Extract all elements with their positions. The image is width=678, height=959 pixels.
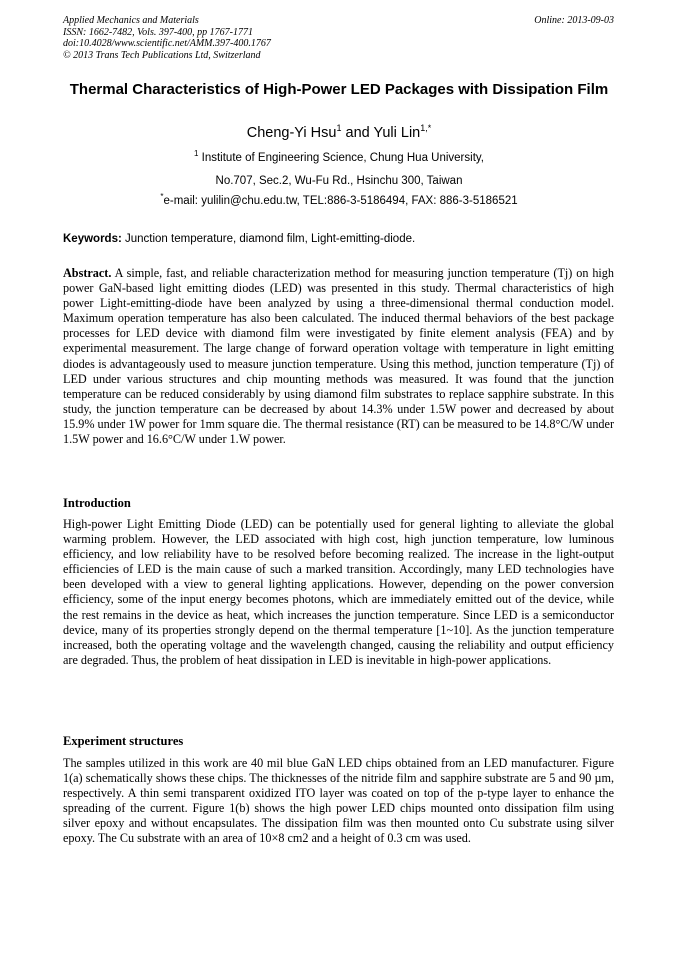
author-separator: and	[341, 125, 374, 141]
affiliation-mark: 1	[194, 149, 199, 158]
journal-header	[63, 15, 615, 61]
journal-name: Applied Mechanics and Materials	[63, 15, 199, 26]
introduction-text: High-power Light Emitting Diode (LED) can be potentially used for general lighting to alleviate the global warming problem. However, the LED associated with high cost, high junction temperature, low luminous efficiency, and low reliability have to be resolved before becoming realized. The increase in the light-output efficiencies of LED is the main cause of such a marked transition. Accordingly, many LED technologies have been developed with a view to general lighting applications. However, depending on the power conversion efficiency, some of the input energy becomes photons, which are immediately emitted out of the device, while the rest remains in the device as heat, which increases the junction temperature. Since LED is a semiconductor device, many of its properties strongly depend on the thermal temperature [1~10]. As the junction temperature increased, both the operating voltage and the wavelength changed, causing the reliability and output efficiency are degraded. Thus, the problem of heat dissipation in LED is inevitable in high-power applications.	[63, 517, 614, 667]
experiment-heading: Experiment structures	[63, 734, 184, 748]
contact-text: e-mail: yulilin@chu.edu.tw, TEL:886-3-5186494, FAX: 886-3-5186521	[163, 195, 518, 207]
introduction-heading: Introduction	[63, 496, 131, 510]
keywords	[63, 232, 615, 246]
journal-copyright: © 2013 Trans Tech Publications Ltd, Switzerland	[63, 49, 261, 61]
keywords-label: Keywords:	[63, 233, 122, 245]
author-affiliation-mark: 1	[336, 123, 342, 133]
author-name: Cheng-Yi Hsu	[246, 125, 337, 141]
affiliation-contact	[63, 194, 615, 208]
journal-issn: ISSN: 1662-7482, Vols. 397-400, pp 1767-1771	[63, 26, 253, 38]
abstract-text: A simple, fast, and reliable characterization method for measuring junction temperature (Tj) on high power GaN-based light emitting diodes (LED) was presented in this study. Thermal characteristics of high power Light-emitting-diode have been analyzed by using a three-dimensional thermal conduction model. Maximum operation temperature has also been calculated. The induced thermal behaviors of the best package processes for LED device with diamond film were investigated by finite element analysis (FEA) and by experimental measurement. The large change of forward operation voltage with temperature in light emitting diodes is advantageously used to measure junction temperature. Using this method, junction temperature (Tj) of LED under various structures and chip mounting methods was measured. It was found that the junction temperature can be reduced considerably by using diamond film substrates to replace sapphire substrate. In this study, the junction temperature can be decreased by about 14.3% under 1.5W power and decreased by about 15.9% under 1W power for 1mm square die. The thermal resistance (RT) can be measured to be 14.8°C/W under 1.5W power and 16.6°C/W under 1.W power.	[63, 266, 614, 447]
affiliation-text: Institute of Engineering Science, Chung Hua University,	[198, 152, 484, 164]
online-date: Online: 2013-09-03	[534, 15, 614, 26]
paper-title: Thermal Characteristics of High-Power LED Packages with Dissipation Film	[69, 81, 609, 98]
keywords-text: Junction temperature, diamond film, Light-emitting-diode.	[121, 233, 416, 245]
abstract	[63, 266, 614, 447]
author-name: Yuli Lin	[373, 125, 421, 141]
corresponding-mark: *	[160, 192, 164, 201]
abstract-label: Abstract.	[63, 266, 112, 280]
affiliation-institute	[63, 151, 615, 165]
affiliation-address: No.707, Sec.2, Wu-Fu Rd., Hsinchu 300, Taiwan	[215, 175, 463, 187]
journal-doi: doi:10.4028/www.scientific.net/AMM.397-400.1767	[63, 38, 271, 49]
author-line	[63, 124, 615, 142]
experiment-text: The samples utilized in this work are 40 mil blue GaN LED chips obtained from an LED manufacturer. Figure 1(a) schematically shows these chips. The thicknesses of the nitride film and sapphire substrate are 5 and 90 µm, respectively. A thin semi transparent oxidized ITO layer was coated on top of the p-type layer to enhance the spreading of the current. Figure 1(b) shows the high power LED chips mounted onto dissipation film using silver epoxy and without encapsulates. The dissipation film was then mounted onto Cu substrate using silver epoxy. The Cu substrate with an area of 10×8 cm2 and a height of 0.3 cm was used.	[63, 756, 614, 846]
author-affiliation-mark: 1,*	[420, 123, 432, 133]
